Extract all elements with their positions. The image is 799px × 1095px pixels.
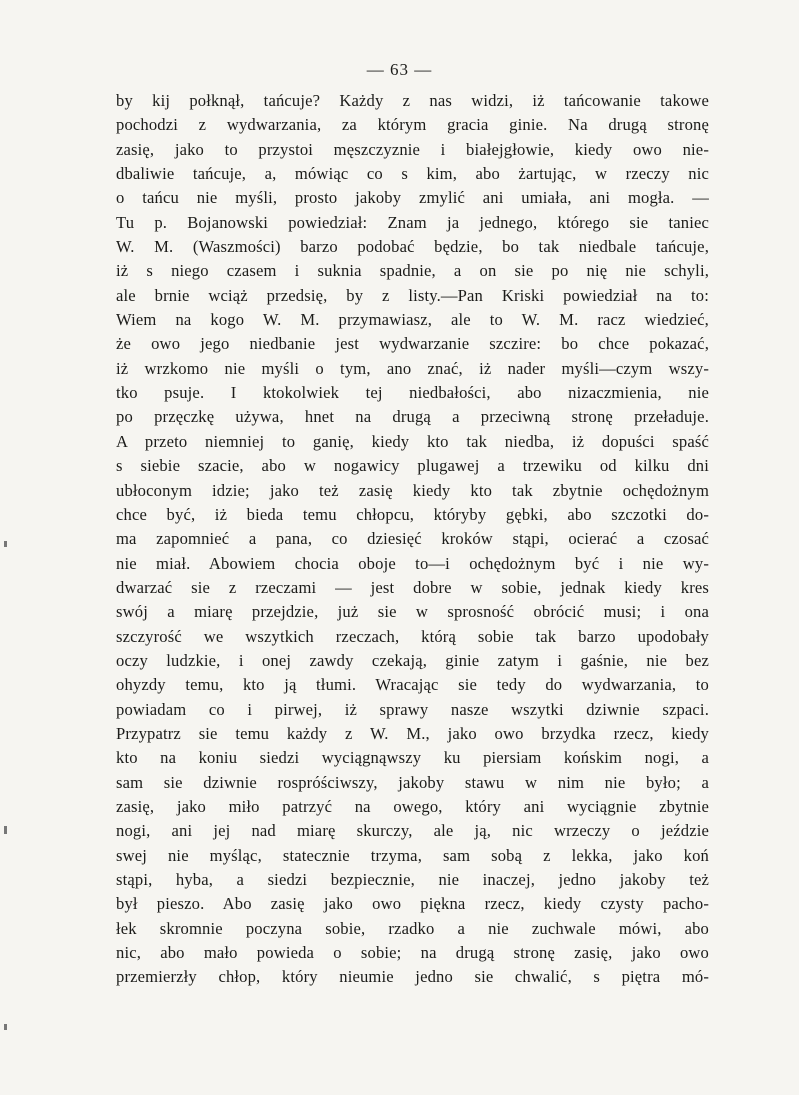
text-line: po przęczkę używa, hnet na drugą a przeciwną stronę przeładuje. [116, 407, 709, 427]
text-line: tko psuje. I ktokolwiek tej niedbałości, abo nizaczmienia, nie [116, 383, 709, 403]
body-text [116, 89, 709, 990]
text-line: chce być, iż bieda temu chłopcu, któryby gębki, abo szczotki do- [116, 504, 709, 524]
text-line: swój a miarę przejdzie, już sie w sprosność obrócić musi; i ona [116, 602, 709, 622]
margin-mark [4, 826, 7, 834]
text-line: Tu p. Bojanowski powiedział: Znam ja jednego, którego sie taniec [116, 212, 709, 232]
text-line: W. M. (Waszmości) barzo podobać będzie, bo tak niedbale tańcuje, [116, 237, 709, 257]
text-line: stąpi, hyba, a siedzi bezpiecznie, nie inaczej, jedno jakoby też [116, 870, 709, 889]
text-line: powiadam co i pirwej, iż sprawy nasze wszytki dziwnie szpaci. [116, 699, 709, 719]
text-line: pochodzi z wydwarzania, za którym gracia ginie. Na drugą stronę [116, 115, 709, 135]
text-line: Przypatrz sie temu każdy z W. M., jako owo brzydka rzecz, kiedy [116, 723, 709, 743]
text-line: sam sie dziwnie rospróściwszy, jakoby stawu w nim nie było; a [116, 772, 709, 792]
text-line: swej nie myśląc, statecznie trzyma, sam sobą z lekka, jako koń [116, 845, 709, 865]
text-line: iż s niego czasem i suknia spadnie, a on sie po nię nie schyli, [116, 261, 709, 281]
text-line: by kij połknął, tańcuje? Każdy z nas widzi, iż tańcowanie takowe [116, 91, 709, 110]
page-number: — 63 — [366, 60, 433, 79]
text-line: s siebie szacie, abo w nogawicy plugawej a trzewiku od kilku dni [116, 456, 709, 476]
text-line: iż wrzkomo nie myśli o tym, ano znać, iż nader myśli—czym wszy- [116, 358, 709, 378]
text-line: nie miał. Abowiem chocia oboje to—i ochędożnym być i nie wy- [116, 553, 709, 573]
text-line: oczy ludzkie, i onej zawdy czekają, ginie zatym i gaśnie, nie bez [116, 650, 709, 670]
margin-mark [4, 1024, 7, 1030]
margin-mark [4, 541, 7, 547]
text-line: nic, abo mało powieda o sobie; na drugą stronę zasię, jako owo [116, 943, 709, 963]
text-line: o tańcu nie myśli, prosto jakoby zmylić ani umiała, ani mogła. — [116, 188, 709, 208]
text-line: kto na koniu siedzi wyciągnąwszy ku piersiam końskim nogi, a [116, 748, 709, 768]
text-line: zasię, jako miło patrzyć na owego, który ani wyciągnie zbytnie [116, 796, 709, 816]
text-line: że owo jego niedbanie jest wydwarzanie szczire: bo chce pokazać, [116, 334, 709, 354]
text-line: przemierzły chłop, który nieumie jedno sie chwalić, s piętra mó- [116, 967, 709, 987]
text-line: nogi, ani jej nad miarę skurczy, ale ją, nic wrzeczy o jeździe [116, 821, 709, 841]
text-line: ohyzdy temu, kto ją tłumi. Wracając sie tedy do wydwarzania, to [116, 675, 709, 695]
text-line: był pieszo. Abo zasię jako owo piękna rzecz, kiedy czysty pacho- [116, 894, 709, 914]
text-line: szczyrość we wszytkich rzeczach, którą sobie tak barzo upodobały [116, 626, 709, 646]
text-line: A przeto niemniej to ganię, kiedy kto tak niedba, iż dopuści spaść [116, 431, 709, 451]
text-line: Wiem na kogo W. M. przymawiasz, ale to W. M. racz wiedzieć, [116, 310, 709, 330]
text-line: ale brnie wciąż przedsię, by z listy.—Pan Kriski powiedział na to: [116, 285, 709, 305]
text-line: ubłoconym idzie; jako też zasię kiedy kto tak zbytnie ochędożnym [116, 480, 709, 500]
text-line: dbaliwie tańcuje, a, mówiąc co s kim, abo żartując, w rzeczy nic [116, 164, 709, 184]
text-line: dwarzać sie z rzeczami — jest dobre w sobie, jednak kiedy kres [116, 577, 709, 597]
text-line: ma zapomnieć a pana, co dziesięć kroków stąpi, ocierać a czosać [116, 529, 709, 549]
text-line: łek skromnie poczyna sobie, rzadko a nie zuchwale mówi, abo [116, 918, 709, 938]
text-line: zasię, jako to przystoi męszczyznie i białejgłowie, kiedy owo nie- [116, 139, 709, 159]
